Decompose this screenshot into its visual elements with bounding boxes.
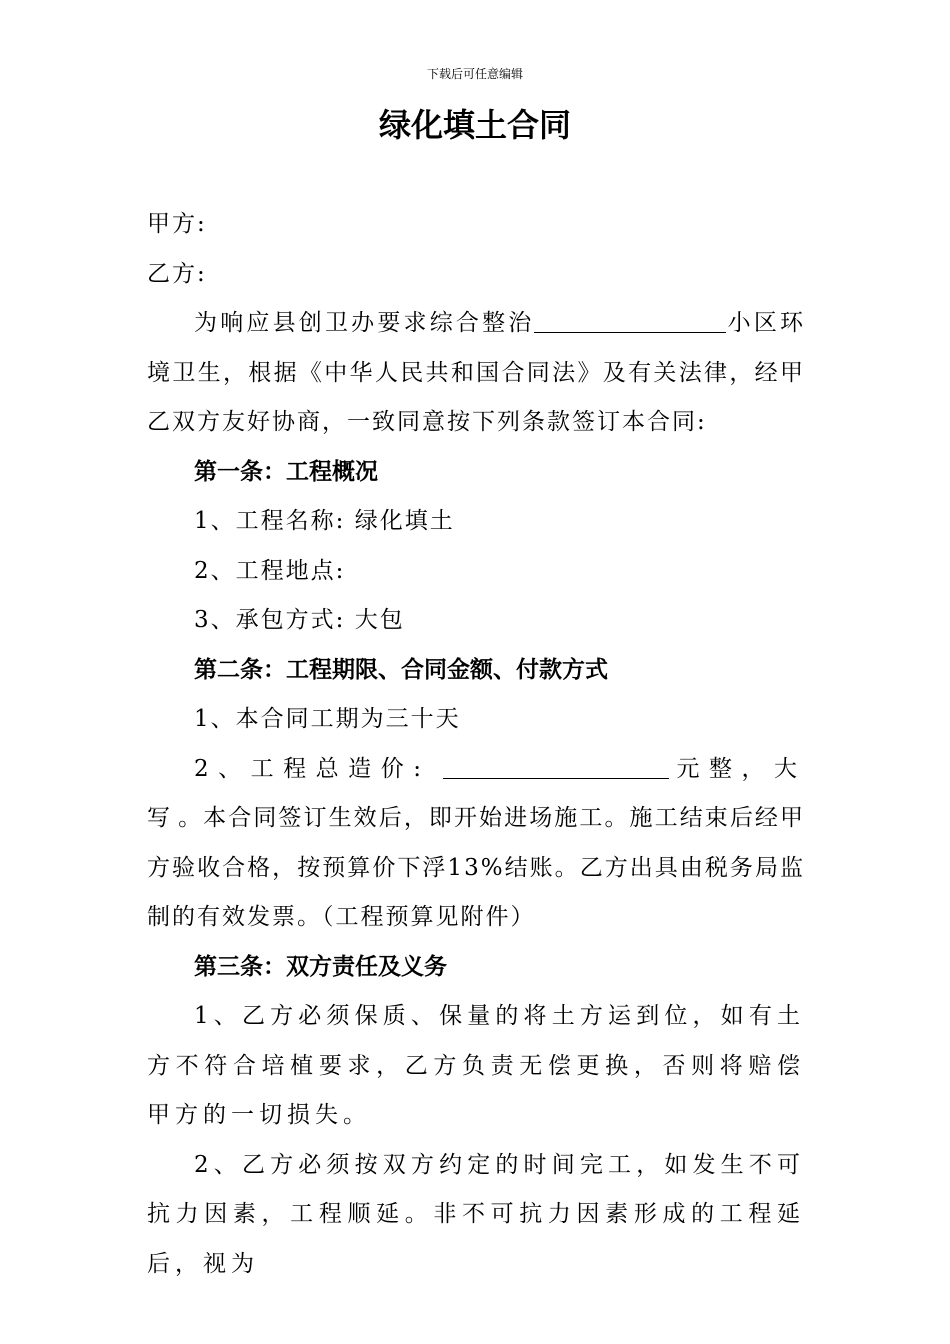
article2-item-2 — [147, 745, 805, 943]
intro-text-part1: 为响应县创卫办要求综合整治 — [194, 310, 535, 336]
contract-body — [147, 200, 805, 1289]
community-name-blank — [534, 310, 726, 333]
article2-heading: 第二条：工程期限、合同金额、付款方式 — [194, 656, 608, 683]
article2-item-2-rest: 。本合同签订生效后，即开始进场施工。施工结束后经甲方验收合格，按预算价下浮13%结账。乙方出具由税务局监制的有效发票。（工程预算见附件） — [147, 805, 806, 930]
article3-item-2: 2、乙方必须按双方约定的时间完工，如发生不可抗力因素，工程顺延。非不可抗力因素形成的工程延后，视为 — [147, 1151, 805, 1277]
article2-item-1: 1、本合同工期为三十天 — [194, 706, 461, 732]
total-cost-blank — [443, 756, 669, 779]
article1-item-3: 3、承包方式: 大包 — [194, 607, 405, 633]
intro-paragraph — [147, 299, 805, 448]
party-a-line: 甲方: — [147, 211, 207, 237]
intro-text-part2: 小区环境卫生，根据《中华人民共和国合同法》及有关法律，经甲乙双方友好协商，一致同意按下列条款签订本合同: — [147, 310, 805, 435]
total-cost-label: 2、工程总造价: — [194, 755, 429, 782]
party-b-line: 乙方: — [147, 260, 207, 287]
header-note: 下载后可任意编辑 — [426, 67, 523, 81]
article1-item-1: 1、工程名称: 绿化填土 — [194, 508, 455, 534]
total-cost-unit: 元整，大写 — [147, 755, 805, 831]
article1-item-2: 2、工程地点: — [194, 557, 346, 584]
document-title: 绿化填土合同 — [378, 106, 571, 144]
article1-heading: 第一条：工程概况 — [194, 458, 378, 485]
article3-item-1: 1、乙方必须保质、保量的将土方运到位，如有土方不符合培植要求，乙方负责无偿更换，否则将赔偿甲方的一切损失。 — [147, 1003, 805, 1128]
article3-heading: 第三条：双方责任及义务 — [194, 953, 447, 980]
